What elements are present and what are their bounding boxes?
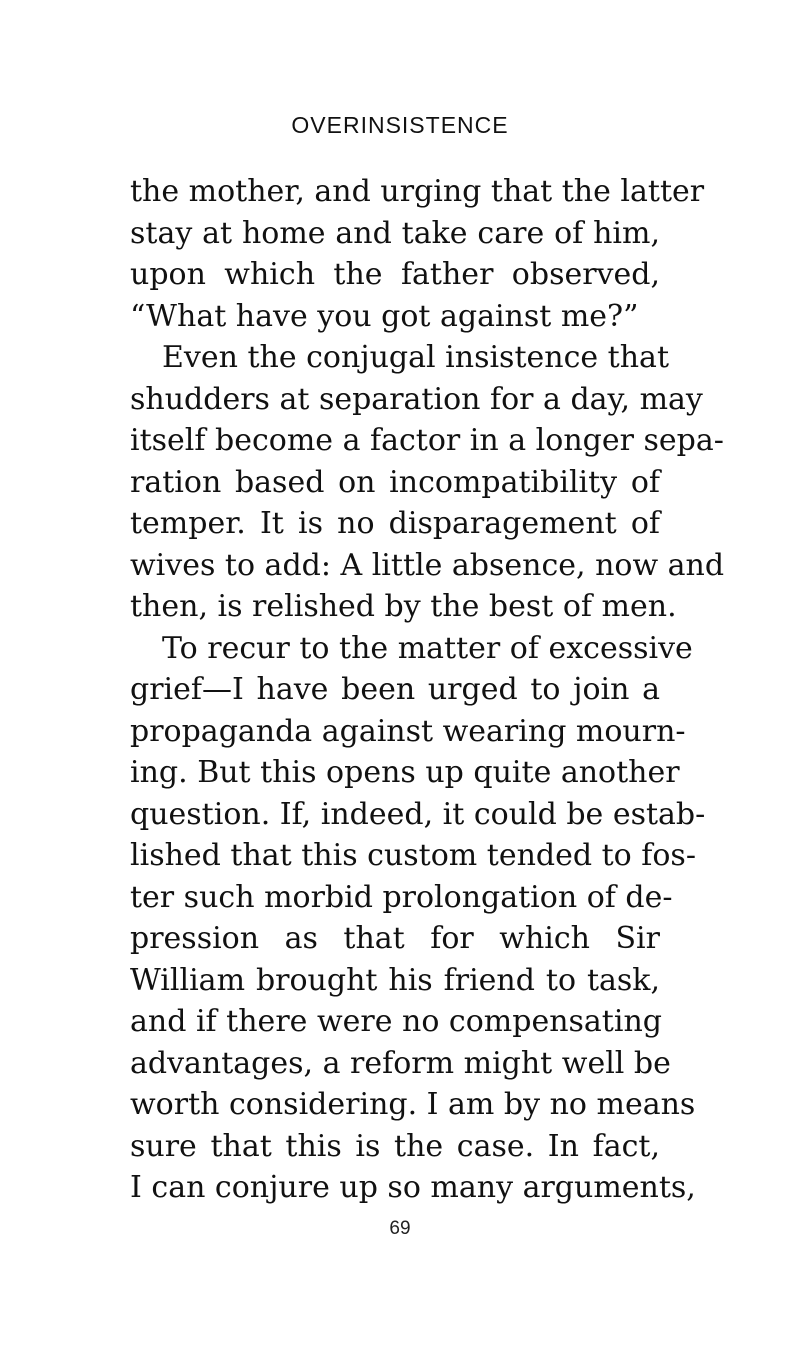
page-number: 69 <box>389 1218 411 1239</box>
text-line: stay at home and take care of him, <box>130 215 660 251</box>
text-line: and if there were no compensating <box>130 1004 662 1039</box>
text-line: the mother, and urging that the latter <box>130 174 705 209</box>
text-line: ing. But this opens up quite another <box>130 755 680 790</box>
text-line: worth considering. I am by no means <box>130 1087 696 1122</box>
text-line: propaganda against wearing mourn- <box>130 713 686 749</box>
running-head: OVERINSISTENCE <box>291 112 509 138</box>
text-line: then, is relished by the best of men. <box>130 589 677 624</box>
text-line: lished that this custom tended to fos- <box>130 838 696 873</box>
text-line: I can conjure up so many arguments, <box>130 1170 696 1205</box>
text-line: pression as that for which Sir <box>130 921 660 956</box>
text-line: itself become a factor in a longer sepa- <box>130 423 724 458</box>
text-line: upon which the father observed, <box>130 257 660 292</box>
paragraph-start-line: To recur to the matter of excessive <box>162 630 693 666</box>
text-line: ter such morbid prolongation of de- <box>130 879 673 915</box>
text-line: ration based on incompatibility of <box>130 464 660 500</box>
text-line: advantages, a reform might well be <box>130 1045 671 1081</box>
text-line: William brought his friend to task, <box>130 962 660 998</box>
body-text <box>130 171 725 1209</box>
text-line: “What have you got against me?” <box>130 298 639 334</box>
text-line: shudders at separation for a day, may <box>130 381 703 417</box>
text-line: wives to add: A little absence, now and <box>130 547 725 583</box>
text-line: sure that this is the case. In fact, <box>130 1128 660 1164</box>
text-line: grief—I have been urged to join a <box>130 672 660 707</box>
text-line: temper. It is no disparagement of <box>130 506 660 541</box>
paragraph-start-line: Even the conjugal insistence that <box>162 340 669 375</box>
text-line: question. If, indeed, it could be estab- <box>130 796 706 832</box>
